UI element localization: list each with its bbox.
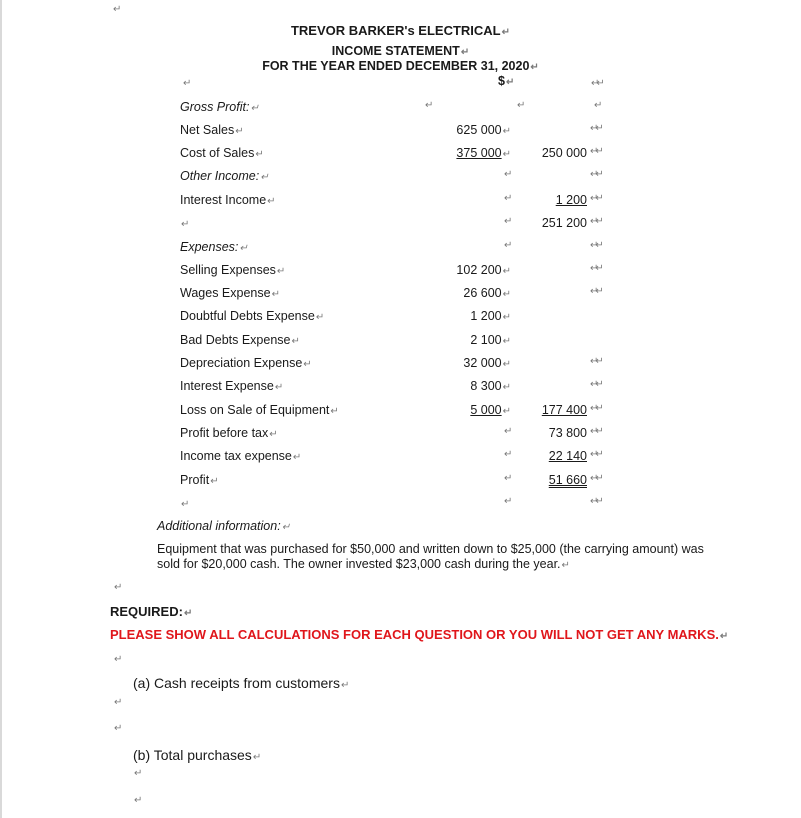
value-total-expenses: 177 400 <box>541 403 587 417</box>
value-cost-of-sales: 375 000↵ <box>456 146 511 160</box>
value-gross-profit-total: 250 000 <box>541 146 587 160</box>
row-doubtful-debts <box>0 309 801 327</box>
question-b: (b) Total purchases↵ <box>133 747 262 763</box>
row-gross-profit: Gross Profit:↵ ↵ ↵ ↵ <box>180 100 603 114</box>
label-cost-of-sales: Cost of Sales↵ <box>180 146 264 160</box>
statement-period: FOR THE YEAR ENDED DECEMBER 31, 2020↵ <box>262 59 539 73</box>
label-selling-expenses: Selling Expenses↵ <box>180 263 286 277</box>
paragraph-mark-icon: ↵ <box>113 4 122 15</box>
value-income-tax: 22 140 <box>548 449 587 463</box>
value-interest-expense: 8 300↵ <box>470 379 511 393</box>
value-net-sales: 625 000↵ <box>456 123 511 137</box>
additional-info-heading: Additional information:↵ <box>157 519 291 533</box>
value-wages-expense: 26 600↵ <box>463 286 511 300</box>
row-interest-income: Interest Income↵ ↵ 1 200 ↵↵ <box>180 193 601 207</box>
row-subtotal: ↵ ↵ 251 200 ↵↵ <box>181 216 601 230</box>
label-income-tax: Income tax expense↵ <box>180 449 302 463</box>
row-selling-expenses: Selling Expenses↵ 102 200↵ ↵↵ <box>180 263 601 277</box>
cell-end-mark-icon: ↵↵ <box>591 78 602 89</box>
value-doubtful-debts: 1 200↵ <box>470 309 511 323</box>
paragraph-mark-icon: ↵ <box>134 795 143 806</box>
value-selling-expenses: 102 200↵ <box>456 263 511 277</box>
label-other-income: Other Income:↵ <box>180 169 269 183</box>
label-expenses: Expenses:↵ <box>180 240 248 254</box>
additional-info-text: Equipment that was purchased for $50,000 and written down to $25,000 (the carrying amount) was sold for $20,000 cash. The owner invested $23,000 cash during the year.↵ <box>157 542 704 571</box>
label-depreciation: Depreciation Expense↵ <box>180 356 312 370</box>
required-instruction: PLEASE SHOW ALL CALCULATIONS FOR EACH QUESTION OR YOU WILL NOT GET ANY MARKS.↵ <box>110 627 729 642</box>
paragraph-mark-icon: ↵ <box>114 697 123 708</box>
value-depreciation: 32 000↵ <box>463 356 511 370</box>
paragraph-mark-icon: ↵ <box>134 768 143 779</box>
row-loss-on-sale: Loss on Sale of Equipment↵ 5 000↵ 177 400 ↵↵ <box>180 403 601 417</box>
business-name: TREVOR BARKER's ELECTRICAL↵ <box>290 23 511 38</box>
value-bad-debts: 2 100↵ <box>470 333 511 347</box>
label-interest-income: Interest Income↵ <box>180 193 276 207</box>
value-profit: 51 660 <box>548 473 587 487</box>
row-income-tax: Income tax expense↵ ↵ 22 140 ↵↵ <box>180 449 601 463</box>
statement-title: INCOME STATEMENT↵ <box>331 44 470 58</box>
row-cost-of-sales: Cost of Sales↵ 375 000↵ 250 000 ↵↵ <box>180 146 601 160</box>
value-interest-income: 1 200 <box>555 193 587 207</box>
row-profit-before-tax: Profit before tax↵ ↵ 73 800 ↵↵ <box>180 426 601 440</box>
paragraph-mark-icon: ↵ <box>114 723 123 734</box>
row-other-income: Other Income:↵ ↵ ↵↵ <box>180 169 601 183</box>
row-net-sales: Net Sales↵ 625 000↵ ↵↵ <box>180 123 601 137</box>
label-net-sales: Net Sales↵ <box>180 123 244 137</box>
required-heading: REQUIRED:↵ <box>110 604 193 619</box>
value-loss-on-sale: 5 000↵ <box>470 403 511 417</box>
row-empty: ↵ ↵ ↵↵ <box>181 496 601 510</box>
row-depreciation: Depreciation Expense↵ 32 000↵ ↵↵ <box>180 356 601 370</box>
label-doubtful-debts: Doubtful Debts Expense↵ <box>180 309 325 323</box>
label-gross-profit: Gross Profit:↵ <box>180 100 259 114</box>
row-expenses: Expenses:↵ ↵ ↵↵ <box>180 240 601 254</box>
row-bad-debts <box>0 333 801 351</box>
row-wages-expense: Wages Expense↵ 26 600↵ ↵↵ <box>180 286 601 300</box>
question-a: (a) Cash receipts from customers↵ <box>133 675 350 691</box>
label-bad-debts: Bad Debts Expense↵ <box>180 333 300 347</box>
label-wages-expense: Wages Expense↵ <box>180 286 280 300</box>
row-interest-expense: Interest Expense↵ 8 300↵ ↵↵ <box>180 379 601 393</box>
value-profit-before-tax: 73 800 <box>548 426 587 440</box>
value-subtotal: 251 200 <box>541 216 587 230</box>
label-loss-on-sale: Loss on Sale of Equipment↵ <box>180 403 339 417</box>
label-profit-before-tax: Profit before tax↵ <box>180 426 278 440</box>
paragraph-mark-icon: ↵ <box>114 582 123 593</box>
currency-heading: $↵ <box>498 74 515 88</box>
row-profit: Profit↵ ↵ 51 660 ↵↵ <box>180 473 601 487</box>
paragraph-mark-icon: ↵ <box>183 78 192 89</box>
paragraph-mark-icon: ↵ <box>114 654 123 665</box>
label-interest-expense: Interest Expense↵ <box>180 379 284 393</box>
label-profit: Profit↵ <box>180 473 219 487</box>
